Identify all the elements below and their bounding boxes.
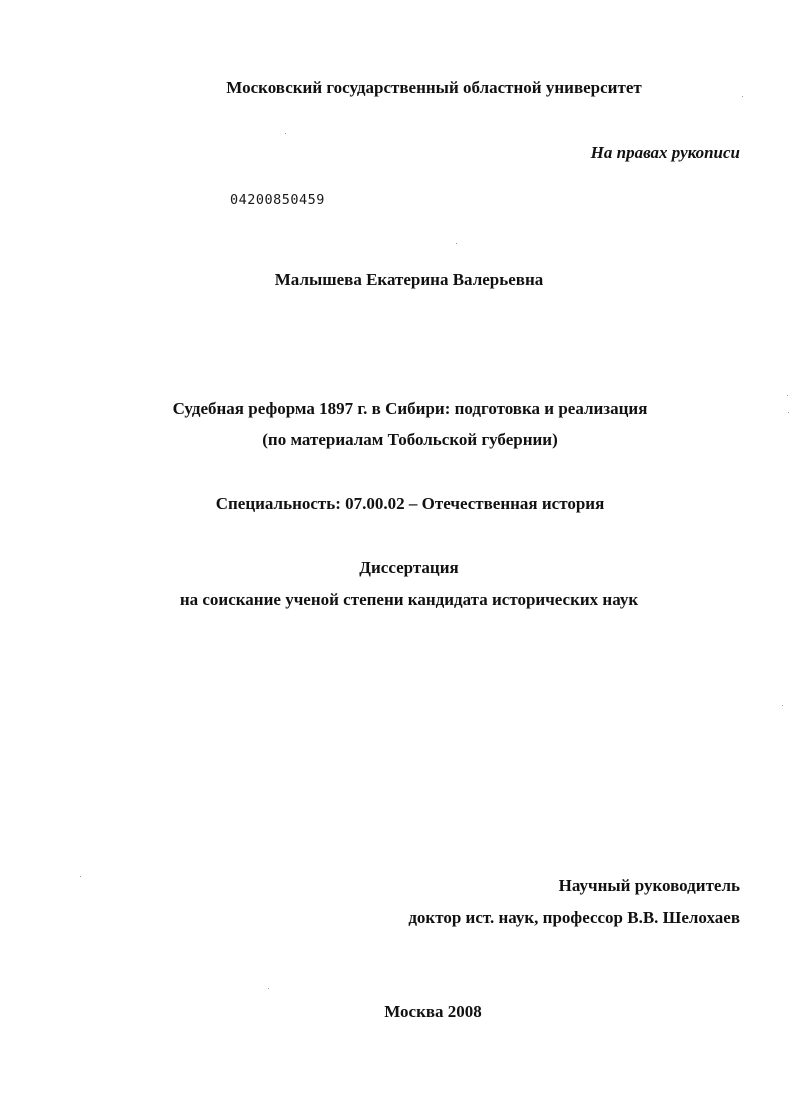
dissertation-title-line-2: (по материалам Тобольской губернии) [262, 430, 558, 449]
scan-speck [788, 412, 789, 413]
scan-speck [80, 876, 81, 877]
scan-speck [787, 395, 788, 396]
degree-line: на соискание ученой степени кандидата исторических наук [179, 590, 639, 609]
registry-number: 04200850459 [230, 192, 325, 208]
manuscript-note: На правах рукописи [590, 143, 740, 162]
author-name: Малышева Екатерина Валерьевна [274, 270, 544, 289]
scan-speck [782, 705, 783, 706]
specialty-line: Специальность: 07.00.02 – Отечественная история [215, 494, 605, 513]
dissertation-title-line-1: Судебная реформа 1897 г. в Сибири: подготовка и реализация [172, 399, 648, 418]
scan-speck [456, 243, 457, 244]
scan-speck [742, 96, 743, 97]
work-type: Диссертация [359, 558, 459, 577]
university-name: Московский государственный областной университет [226, 78, 642, 97]
scan-speck [285, 133, 286, 134]
supervisor-label: Научный руководитель [558, 876, 740, 895]
place-and-year: Москва 2008 [384, 1002, 482, 1021]
scan-speck [268, 988, 269, 989]
supervisor-name: доктор ист. наук, профессор В.В. Шелохаев [408, 908, 740, 927]
